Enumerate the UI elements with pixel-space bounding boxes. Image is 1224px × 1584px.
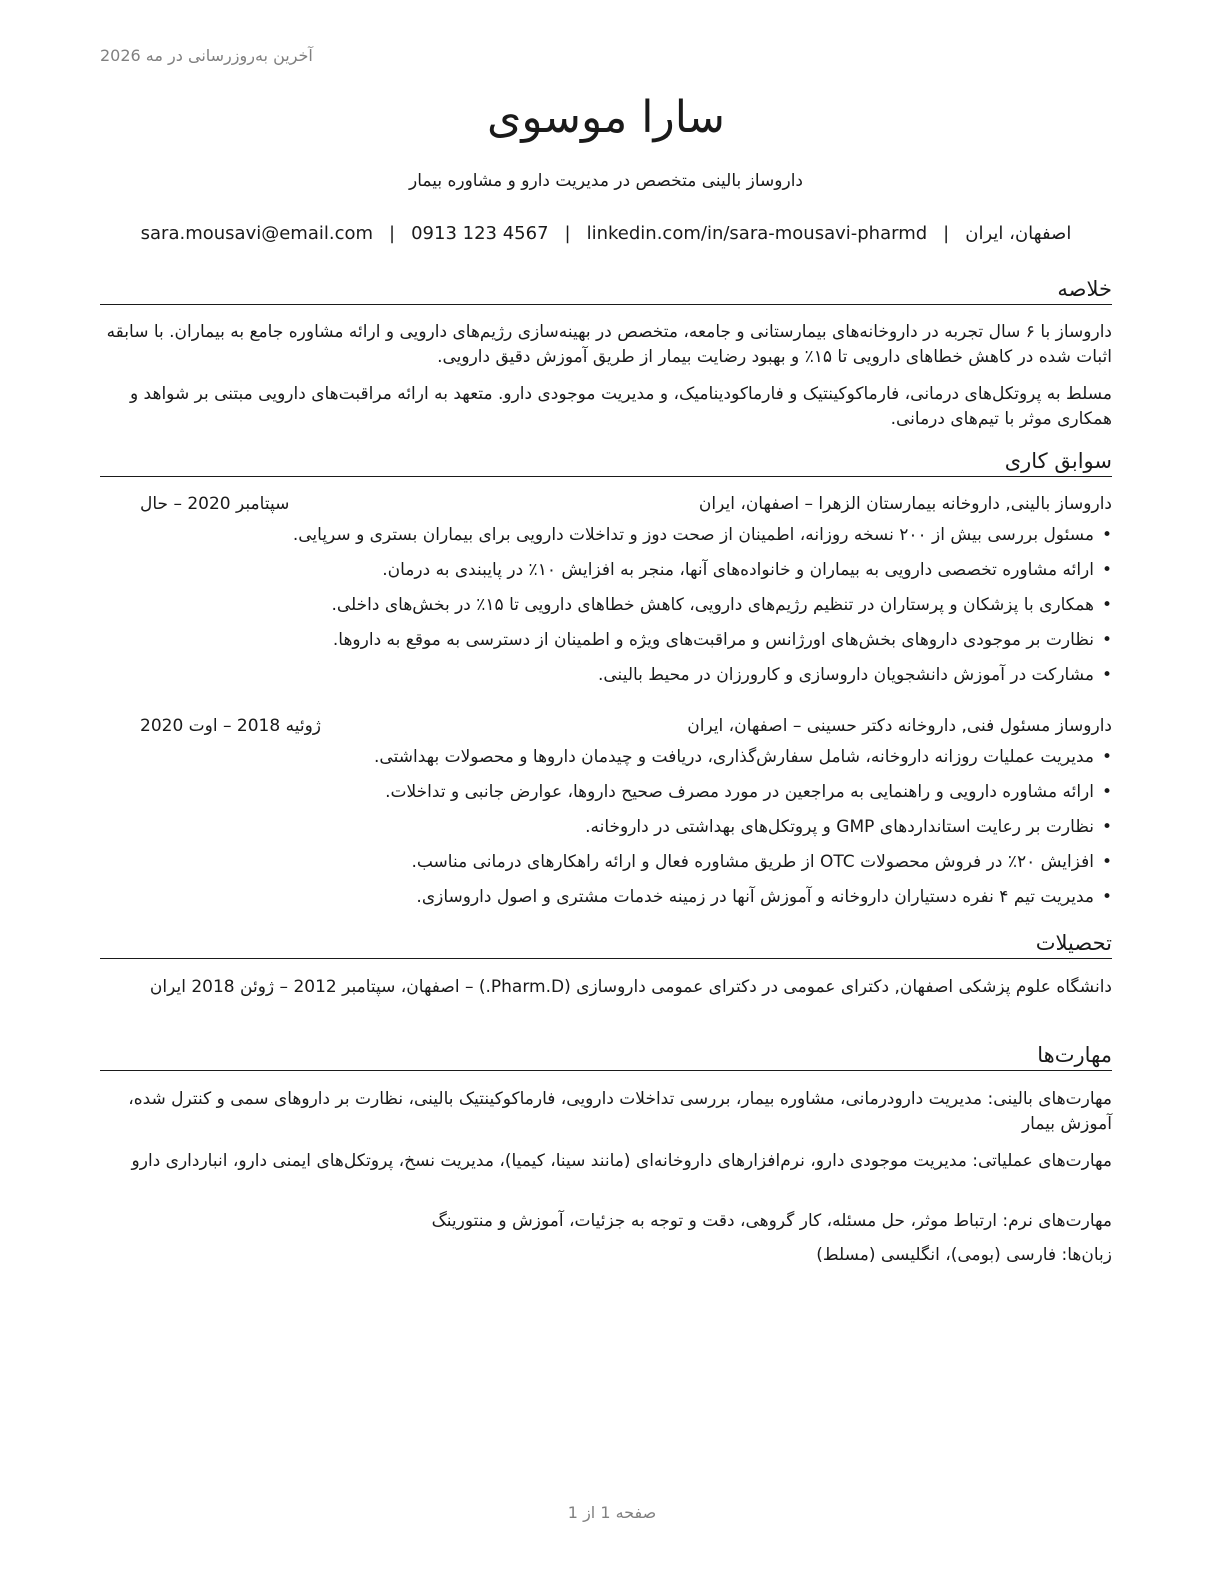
last-updated: آخرین به‌روزرسانی در مه 2026	[100, 46, 313, 65]
section-title-summary: خلاصه	[100, 277, 1112, 305]
page-number: صفحه 1 از 1	[567, 1503, 657, 1522]
list-item: •افزایش ۲۰٪ در فروش محصولات OTC از طریق مشاوره فعال و ارائه راهکارهای درمانی مناسب.	[411, 852, 1112, 872]
skills-item: مهارت‌های نرم: ارتباط موثر، حل مسئله، کار گروهی، دقت و توجه به جزئیات، آموزش و منتورینگ	[431, 1211, 1112, 1231]
contact-location: اصفهان، ایران	[965, 223, 1072, 244]
job-bullets	[100, 740, 1112, 915]
list-item: •مدیریت تیم ۴ نفره دستیاران داروخانه و آموزش آنها در زمینه خدمات مشتری و اصول داروسازی.	[416, 887, 1112, 907]
tagline: داروساز بالینی متخصص در مدیریت دارو و مشاوره بیمار	[409, 171, 803, 191]
person-name: سارا موسوی	[486, 92, 726, 143]
list-item: •مشارکت در آموزش دانشجویان داروسازی و کارورزان در محیط بالینی.	[597, 665, 1112, 685]
contact-phone: 0913 123 4567	[411, 223, 549, 244]
job-bullets	[100, 518, 1112, 693]
job-dates: ژوئیه 2018 – اوت 2020	[140, 716, 321, 736]
list-item: •نظارت بر موجودی داروهای بخش‌های اورژانس و مراقبت‌های ویژه و اطمینان از دسترسی به موقع به داروها.	[332, 630, 1112, 650]
job-header	[100, 716, 1112, 740]
skills-item: زبان‌ها: فارسی (بومی)، انگلیسی (مسلط)	[816, 1245, 1112, 1265]
contact-linkedin[interactable]: linkedin.com/in/sara-mousavi-pharmd	[586, 223, 928, 244]
education-entry: دانشگاه علوم پزشکی اصفهان, دکترای عمومی در دکترای عمومی داروسازی (Pharm.D.) – اصفهان، سپتامبر 2012 – ژوئن 2018 ایران	[149, 977, 1112, 997]
job-title: داروساز مسئول فنی, داروخانه دکتر حسینی – اصفهان، ایران	[687, 716, 1112, 736]
job-header	[100, 494, 1112, 518]
skills-item: مهارت‌های عملیاتی: مدیریت موجودی دارو، نرم‌افزارهای داروخانه‌ای (مانند سینا، کیمیا)، مدیریت نسخ، پروتکل‌های ایمنی دارو، انبارداری دارو	[131, 1151, 1112, 1171]
list-item: •مسئول بررسی بیش از ۲۰۰ نسخه روزانه، اطمینان از صحت دوز و تداخلات دارویی برای بیماران بستری و سرپایی.	[292, 525, 1112, 545]
contact-separator: |	[389, 223, 396, 244]
summary-paragraph: داروساز با ۶ سال تجربه در داروخانه‌های بیمارستانی و جامعه، متخصص در بهینه‌سازی رژیم‌های دارویی و ارائه مشاوره جامع به بیماران. با سابقه اثبات شده در کاهش خطاهای دارویی تا ۱۵٪ و بهبود رضایت بیمار از طریق آموزش دقیق دارویی.	[106, 322, 1112, 367]
list-item: •نظارت بر رعایت استانداردهای GMP و پروتکل‌های بهداشتی در داروخانه.	[585, 817, 1112, 837]
list-item: •مدیریت عملیات روزانه داروخانه، شامل سفارش‌گذاری، دریافت و چیدمان داروها و محصولات بهداشتی.	[374, 747, 1112, 767]
summary-paragraph: مسلط به پروتکل‌های درمانی، فارماکوکینتیک و فارماکودینامیک، و مدیریت موجودی دارو. متعهد به ارائه مراقبت‌های دارویی مبتنی بر شواهد و همکاری موثر با تیم‌های درمانی.	[129, 384, 1112, 429]
list-item: •ارائه مشاوره دارویی و راهنمایی به مراجعین در مورد مصرف صحیح داروها، عوارض جانبی و تداخلات.	[385, 782, 1112, 802]
list-item: •همکاری با پزشکان و پرستاران در تنظیم رژیم‌های دارویی، کاهش خطاهای دارویی تا ۱۵٪ در بخش‌های داخلی.	[331, 595, 1112, 615]
contact-line	[100, 223, 1112, 244]
job-dates: سپتامبر 2020 – حال	[140, 494, 290, 514]
contact-separator: |	[943, 223, 950, 244]
contact-email[interactable]: sara.mousavi@email.com	[140, 223, 374, 244]
section-title-experience: سوابق کاری	[100, 449, 1112, 477]
list-item: •ارائه مشاوره تخصصی دارویی به بیماران و خانواده‌های آنها، منجر به افزایش ۱۰٪ در پایبندی به درمان.	[382, 560, 1112, 580]
section-title-skills: مهارت‌ها	[100, 1043, 1112, 1071]
section-title-education: تحصیلات	[100, 931, 1112, 959]
contact-separator: |	[564, 223, 571, 244]
skills-item: مهارت‌های بالینی: مدیریت دارودرمانی، مشاوره بیمار، بررسی تداخلات دارویی، فارماکوکینتیک بالینی، نظارت بر داروهای سمی و کنترل شده، آموزش بیمار	[128, 1089, 1112, 1134]
job-title: داروساز بالینی, داروخانه بیمارستان الزهرا – اصفهان، ایران	[698, 494, 1112, 514]
